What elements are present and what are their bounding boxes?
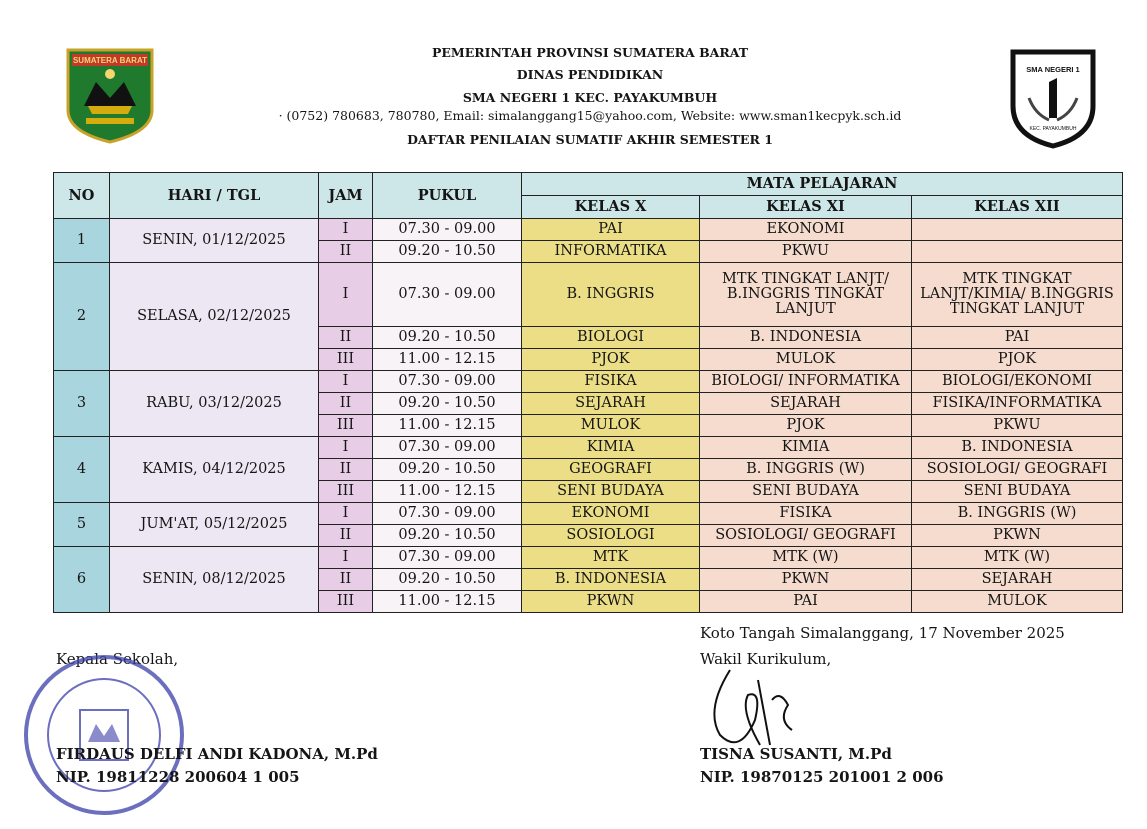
cell-pukul: 09.20 - 10.50 — [373, 393, 522, 415]
cell-jam: I — [319, 503, 373, 525]
logo-left-text: SUMATERA BARAT — [72, 56, 148, 65]
cell-jam: II — [319, 327, 373, 349]
cell-hari: RABU, 03/12/2025 — [110, 371, 319, 437]
cell-kelas-x: PAI — [522, 219, 700, 241]
header-kelas-xi: KELAS XI — [700, 196, 912, 219]
cell-kelas-x: FISIKA — [522, 371, 700, 393]
cell-kelas-xi: MTK TINGKAT LANJT/ B.INGGRIS TINGKAT LANJUT — [700, 263, 912, 327]
cell-kelas-xi: PKWN — [700, 569, 912, 591]
cell-no: 4 — [54, 437, 110, 503]
cell-pukul: 07.30 - 09.00 — [373, 371, 522, 393]
cell-no: 6 — [54, 547, 110, 613]
cell-kelas-xi: BIOLOGI/ INFORMATIKA — [700, 371, 912, 393]
cell-kelas-xi: PAI — [700, 591, 912, 613]
cell-jam: II — [319, 393, 373, 415]
cell-pukul: 11.00 - 12.15 — [373, 415, 522, 437]
cell-jam: I — [319, 263, 373, 327]
school-stamp — [14, 650, 194, 820]
cell-no: 1 — [54, 219, 110, 263]
cell-hari: SENIN, 08/12/2025 — [110, 547, 319, 613]
cell-kelas-xi: KIMIA — [700, 437, 912, 459]
cell-pukul: 09.20 - 10.50 — [373, 569, 522, 591]
cell-kelas-x: SENI BUDAYA — [522, 481, 700, 503]
header-jam: JAM — [319, 173, 373, 219]
cell-kelas-xii — [912, 241, 1123, 263]
cell-kelas-xi: SEJARAH — [700, 393, 912, 415]
header-kelas-x: KELAS X — [522, 196, 700, 219]
cell-kelas-xii: FISIKA/INFORMATIKA — [912, 393, 1123, 415]
cell-kelas-xii: MTK TINGKAT LANJT/KIMIA/ B.INGGRIS TINGKAT LANJUT — [912, 263, 1123, 327]
cell-kelas-xii: BIOLOGI/EKONOMI — [912, 371, 1123, 393]
cell-kelas-xi: EKONOMI — [700, 219, 912, 241]
table-row — [54, 263, 1123, 327]
cell-hari: KAMIS, 04/12/2025 — [110, 437, 319, 503]
cell-kelas-xii: PJOK — [912, 349, 1123, 371]
sumatera-barat-logo — [66, 48, 154, 144]
cell-kelas-xii: MTK (W) — [912, 547, 1123, 569]
cell-pukul: 07.30 - 09.00 — [373, 503, 522, 525]
cell-pukul: 09.20 - 10.50 — [373, 459, 522, 481]
cell-kelas-x: KIMIA — [522, 437, 700, 459]
cell-kelas-xi: SENI BUDAYA — [700, 481, 912, 503]
logo-right-text: SMA NEGERI 1 — [1026, 65, 1080, 74]
cell-jam: I — [319, 547, 373, 569]
signature-place-date: Koto Tangah Simalanggang, 17 November 2025 — [700, 624, 1065, 642]
cell-jam: III — [319, 415, 373, 437]
cell-kelas-xii: B. INGGRIS (W) — [912, 503, 1123, 525]
header-agency: DINAS PENDIDIKAN — [516, 67, 664, 82]
cell-no: 5 — [54, 503, 110, 547]
cell-kelas-x: PJOK — [522, 349, 700, 371]
cell-kelas-x: MULOK — [522, 415, 700, 437]
table-row — [54, 371, 1123, 393]
cell-kelas-x: EKONOMI — [522, 503, 700, 525]
cell-pukul: 11.00 - 12.15 — [373, 481, 522, 503]
header-hari: HARI / TGL — [110, 173, 319, 219]
cell-kelas-xii: MULOK — [912, 591, 1123, 613]
table-row — [54, 547, 1123, 569]
cell-kelas-x: PKWN — [522, 591, 700, 613]
logo-right-sub: KEC. PAYAKUMBUH — [1029, 126, 1077, 132]
cell-kelas-x: B. INDONESIA — [522, 569, 700, 591]
cell-jam: I — [319, 219, 373, 241]
cell-jam: II — [319, 525, 373, 547]
cell-hari: SELASA, 02/12/2025 — [110, 263, 319, 371]
vice-principal-name: TISNA SUSANTI, M.Pd — [700, 745, 892, 763]
cell-kelas-x: SEJARAH — [522, 393, 700, 415]
cell-kelas-xii: PAI — [912, 327, 1123, 349]
cell-kelas-xi: PKWU — [700, 241, 912, 263]
cell-pukul: 07.30 - 09.00 — [373, 437, 522, 459]
header-contact: · (0752) 780683, 780780, Email: simalanggang15@yahoo.com, Website: www.sman1kecpyk.sch.id — [278, 108, 902, 123]
cell-kelas-x: MTK — [522, 547, 700, 569]
exam-schedule-table — [53, 172, 1123, 613]
cell-jam: III — [319, 591, 373, 613]
cell-kelas-xi: PJOK — [700, 415, 912, 437]
cell-kelas-xii: PKWU — [912, 415, 1123, 437]
header-school: SMA NEGERI 1 KEC. PAYAKUMBUH — [462, 90, 718, 105]
cell-pukul: 11.00 - 12.15 — [373, 591, 522, 613]
cell-pukul: 09.20 - 10.50 — [373, 241, 522, 263]
cell-jam: II — [319, 459, 373, 481]
cell-jam: III — [319, 481, 373, 503]
vice-principal-role: Wakil Kurikulum, — [700, 650, 832, 668]
cell-kelas-x: GEOGRAFI — [522, 459, 700, 481]
cell-kelas-xii: SEJARAH — [912, 569, 1123, 591]
cell-kelas-xii: SENI BUDAYA — [912, 481, 1123, 503]
cell-kelas-xi: FISIKA — [700, 503, 912, 525]
document-title: DAFTAR PENILAIAN SUMATIF AKHIR SEMESTER 1 — [407, 132, 773, 147]
cell-kelas-xi: MULOK — [700, 349, 912, 371]
cell-hari: SENIN, 01/12/2025 — [110, 219, 319, 263]
school-logo — [1009, 48, 1097, 150]
cell-kelas-xi: B. INGGRIS (W) — [700, 459, 912, 481]
cell-kelas-xii: SOSIOLOGI/ GEOGRAFI — [912, 459, 1123, 481]
cell-kelas-xii: PKWN — [912, 525, 1123, 547]
cell-kelas-x: INFORMATIKA — [522, 241, 700, 263]
cell-pukul: 07.30 - 09.00 — [373, 263, 522, 327]
header-kelas-xii: KELAS XII — [912, 196, 1123, 219]
cell-kelas-xi: SOSIOLOGI/ GEOGRAFI — [700, 525, 912, 547]
cell-kelas-x: B. INGGRIS — [522, 263, 700, 327]
cell-pukul: 09.20 - 10.50 — [373, 525, 522, 547]
table-row — [54, 437, 1123, 459]
principal-name: FIRDAUS DELFI ANDI KADONA, M.Pd — [56, 745, 378, 763]
cell-kelas-xi: B. INDONESIA — [700, 327, 912, 349]
cell-no: 3 — [54, 371, 110, 437]
cell-kelas-x: SOSIOLOGI — [522, 525, 700, 547]
cell-kelas-xii — [912, 219, 1123, 241]
principal-nip: NIP. 19811228 200604 1 005 — [56, 768, 300, 786]
header-mata-pelajaran: MATA PELAJARAN — [522, 173, 1123, 196]
table-row — [54, 219, 1123, 241]
cell-pukul: 07.30 - 09.00 — [373, 219, 522, 241]
principal-role: Kepala Sekolah, — [56, 650, 179, 668]
cell-jam: I — [319, 371, 373, 393]
cell-pukul: 11.00 - 12.15 — [373, 349, 522, 371]
cell-jam: II — [319, 569, 373, 591]
cell-kelas-xii: B. INDONESIA — [912, 437, 1123, 459]
cell-pukul: 07.30 - 09.00 — [373, 547, 522, 569]
cell-jam: I — [319, 437, 373, 459]
table-row — [54, 503, 1123, 525]
header-no: NO — [54, 173, 110, 219]
vice-principal-nip: NIP. 19870125 201001 2 006 — [700, 768, 944, 786]
cell-hari: JUM'AT, 05/12/2025 — [110, 503, 319, 547]
cell-no: 2 — [54, 263, 110, 371]
cell-pukul: 09.20 - 10.50 — [373, 327, 522, 349]
cell-jam: III — [319, 349, 373, 371]
cell-kelas-xi: MTK (W) — [700, 547, 912, 569]
header-pukul: PUKUL — [373, 173, 522, 219]
cell-jam: II — [319, 241, 373, 263]
handwritten-signature — [700, 650, 810, 760]
header-government: PEMERINTAH PROVINSI SUMATERA BARAT — [431, 45, 749, 60]
cell-kelas-x: BIOLOGI — [522, 327, 700, 349]
